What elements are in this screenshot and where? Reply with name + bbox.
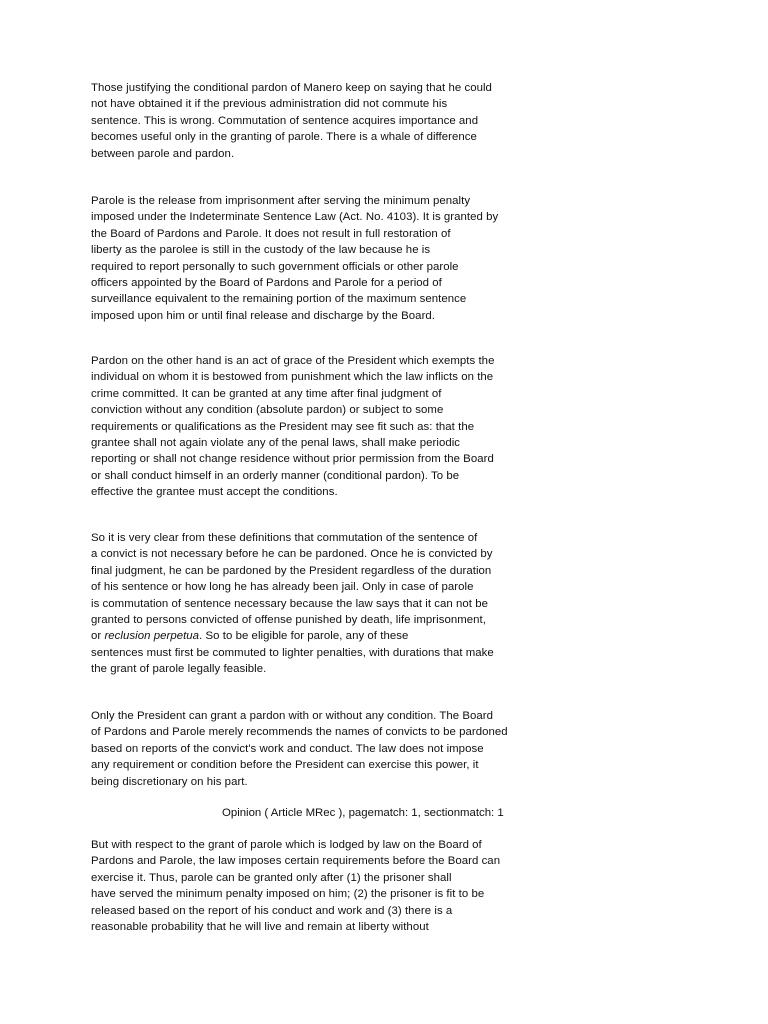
text-line: crime committed. It can be granted at any time after final judgment of — [91, 387, 442, 400]
paragraph-president-pardon-power — [91, 708, 551, 790]
text-line: Pardon on the other hand is an act of grace of the President which exempts the — [91, 355, 495, 367]
text-line: liberty as the parolee is still in the custody of the law because he is — [91, 244, 431, 257]
text-line: of his sentence or how long he has already been jail. Only in case of parole — [91, 581, 474, 594]
text-segment: . So to be eligible for parole, any of these — [199, 630, 409, 643]
text-line: requirements or qualifications as the President may see fit such as: that the — [91, 420, 475, 433]
text-line: not have obtained it if the previous administration did not commute his — [91, 98, 448, 111]
text-line: have served the minimum penalty imposed on him; (2) the prisoner is fit to be — [91, 888, 485, 901]
text-line: final judgment, he can be pardoned by the President regardless of the duration — [91, 564, 492, 577]
text-line: So it is very clear from these definitions that commutation of the sentence of — [91, 532, 478, 544]
text-line: required to report personally to such government officials or other parole — [91, 260, 459, 273]
text-line: between parole and pardon. — [91, 147, 235, 160]
italic-term: reclusion perpetua — [104, 630, 200, 643]
text-line: the grant of parole legally feasible. — [91, 663, 267, 676]
text-line: being discretionary on his part. — [91, 775, 248, 788]
paragraph-parole-definition — [91, 193, 551, 324]
text-line-with-italic — [91, 628, 551, 644]
text-line: effective the grantee must accept the conditions. — [91, 486, 338, 499]
text-line: becomes useful only in the granting of parole. There is a whale of difference — [91, 131, 477, 144]
text-line: conviction without any condition (absolute pardon) or subject to some — [91, 404, 444, 417]
text-line: sentences must first be commuted to lighter penalties, with durations that make — [91, 646, 494, 659]
text-line: But with respect to the grant of parole which is lodged by law on the Board of — [91, 839, 482, 851]
text-segment: or — [91, 630, 105, 643]
ad-slot-label: Opinion ( Article MRec ), pagematch: 1, sectionmatch: 1 — [222, 807, 504, 819]
text-line: is commutation of sentence necessary because the law says that it can not be — [91, 597, 488, 610]
paragraph-parole-requirements — [91, 837, 551, 935]
paragraph-commutation-analysis — [91, 530, 551, 678]
text-line: any requirement or condition before the President can exercise this power, it — [91, 759, 479, 772]
paragraph-conditional-pardon-intro — [91, 80, 551, 162]
text-line: individual on whom it is bestowed from punishment which the law inflicts on the — [91, 371, 494, 384]
text-line: of Pardons and Parole merely recommends the names of convicts to be pardoned — [91, 726, 508, 739]
text-line: sentence. This is wrong. Commutation of sentence acquires importance and — [91, 114, 479, 127]
text-line: grantee shall not again violate any of the penal laws, shall make periodic — [91, 437, 461, 450]
text-line: Those justifying the conditional pardon of Manero keep on saying that he could — [91, 82, 492, 94]
text-line: released based on the report of his conduct and work and (3) there is a — [91, 904, 453, 917]
text-line: exercise it. Thus, parole can be granted only after (1) the prisoner shall — [91, 871, 452, 884]
text-line: based on reports of the convict's work and conduct. The law does not impose — [91, 742, 484, 755]
text-line: surveillance equivalent to the remaining portion of the maximum sentence — [91, 293, 467, 306]
text-line: Pardons and Parole, the law imposes certain requirements before the Board can — [91, 855, 501, 868]
text-line: reporting or shall not change residence without prior permission from the Board — [91, 453, 494, 466]
text-line: Only the President can grant a pardon with or without any condition. The Board — [91, 710, 493, 722]
text-line: imposed under the Indeterminate Sentence Law (Act. No. 4103). It is granted by — [91, 211, 499, 224]
text-line: granted to persons convicted of offense punished by death, life imprisonment, — [91, 614, 486, 627]
text-line: the Board of Pardons and Parole. It does not result in full restoration of — [91, 227, 451, 240]
text-line: a convict is not necessary before he can be pardoned. Once he is convicted by — [91, 548, 493, 561]
paragraph-pardon-definition — [91, 353, 551, 501]
text-line: reasonable probability that he will live and remain at liberty without — [91, 921, 429, 934]
text-line: officers appointed by the Board of Pardons and Parole for a period of — [91, 277, 442, 290]
text-line: or shall conduct himself in an orderly manner (conditional pardon). To be — [91, 469, 460, 482]
text-line: Parole is the release from imprisonment after serving the minimum penalty — [91, 195, 471, 207]
text-line: imposed upon him or until final release and discharge by the Board. — [91, 309, 436, 322]
